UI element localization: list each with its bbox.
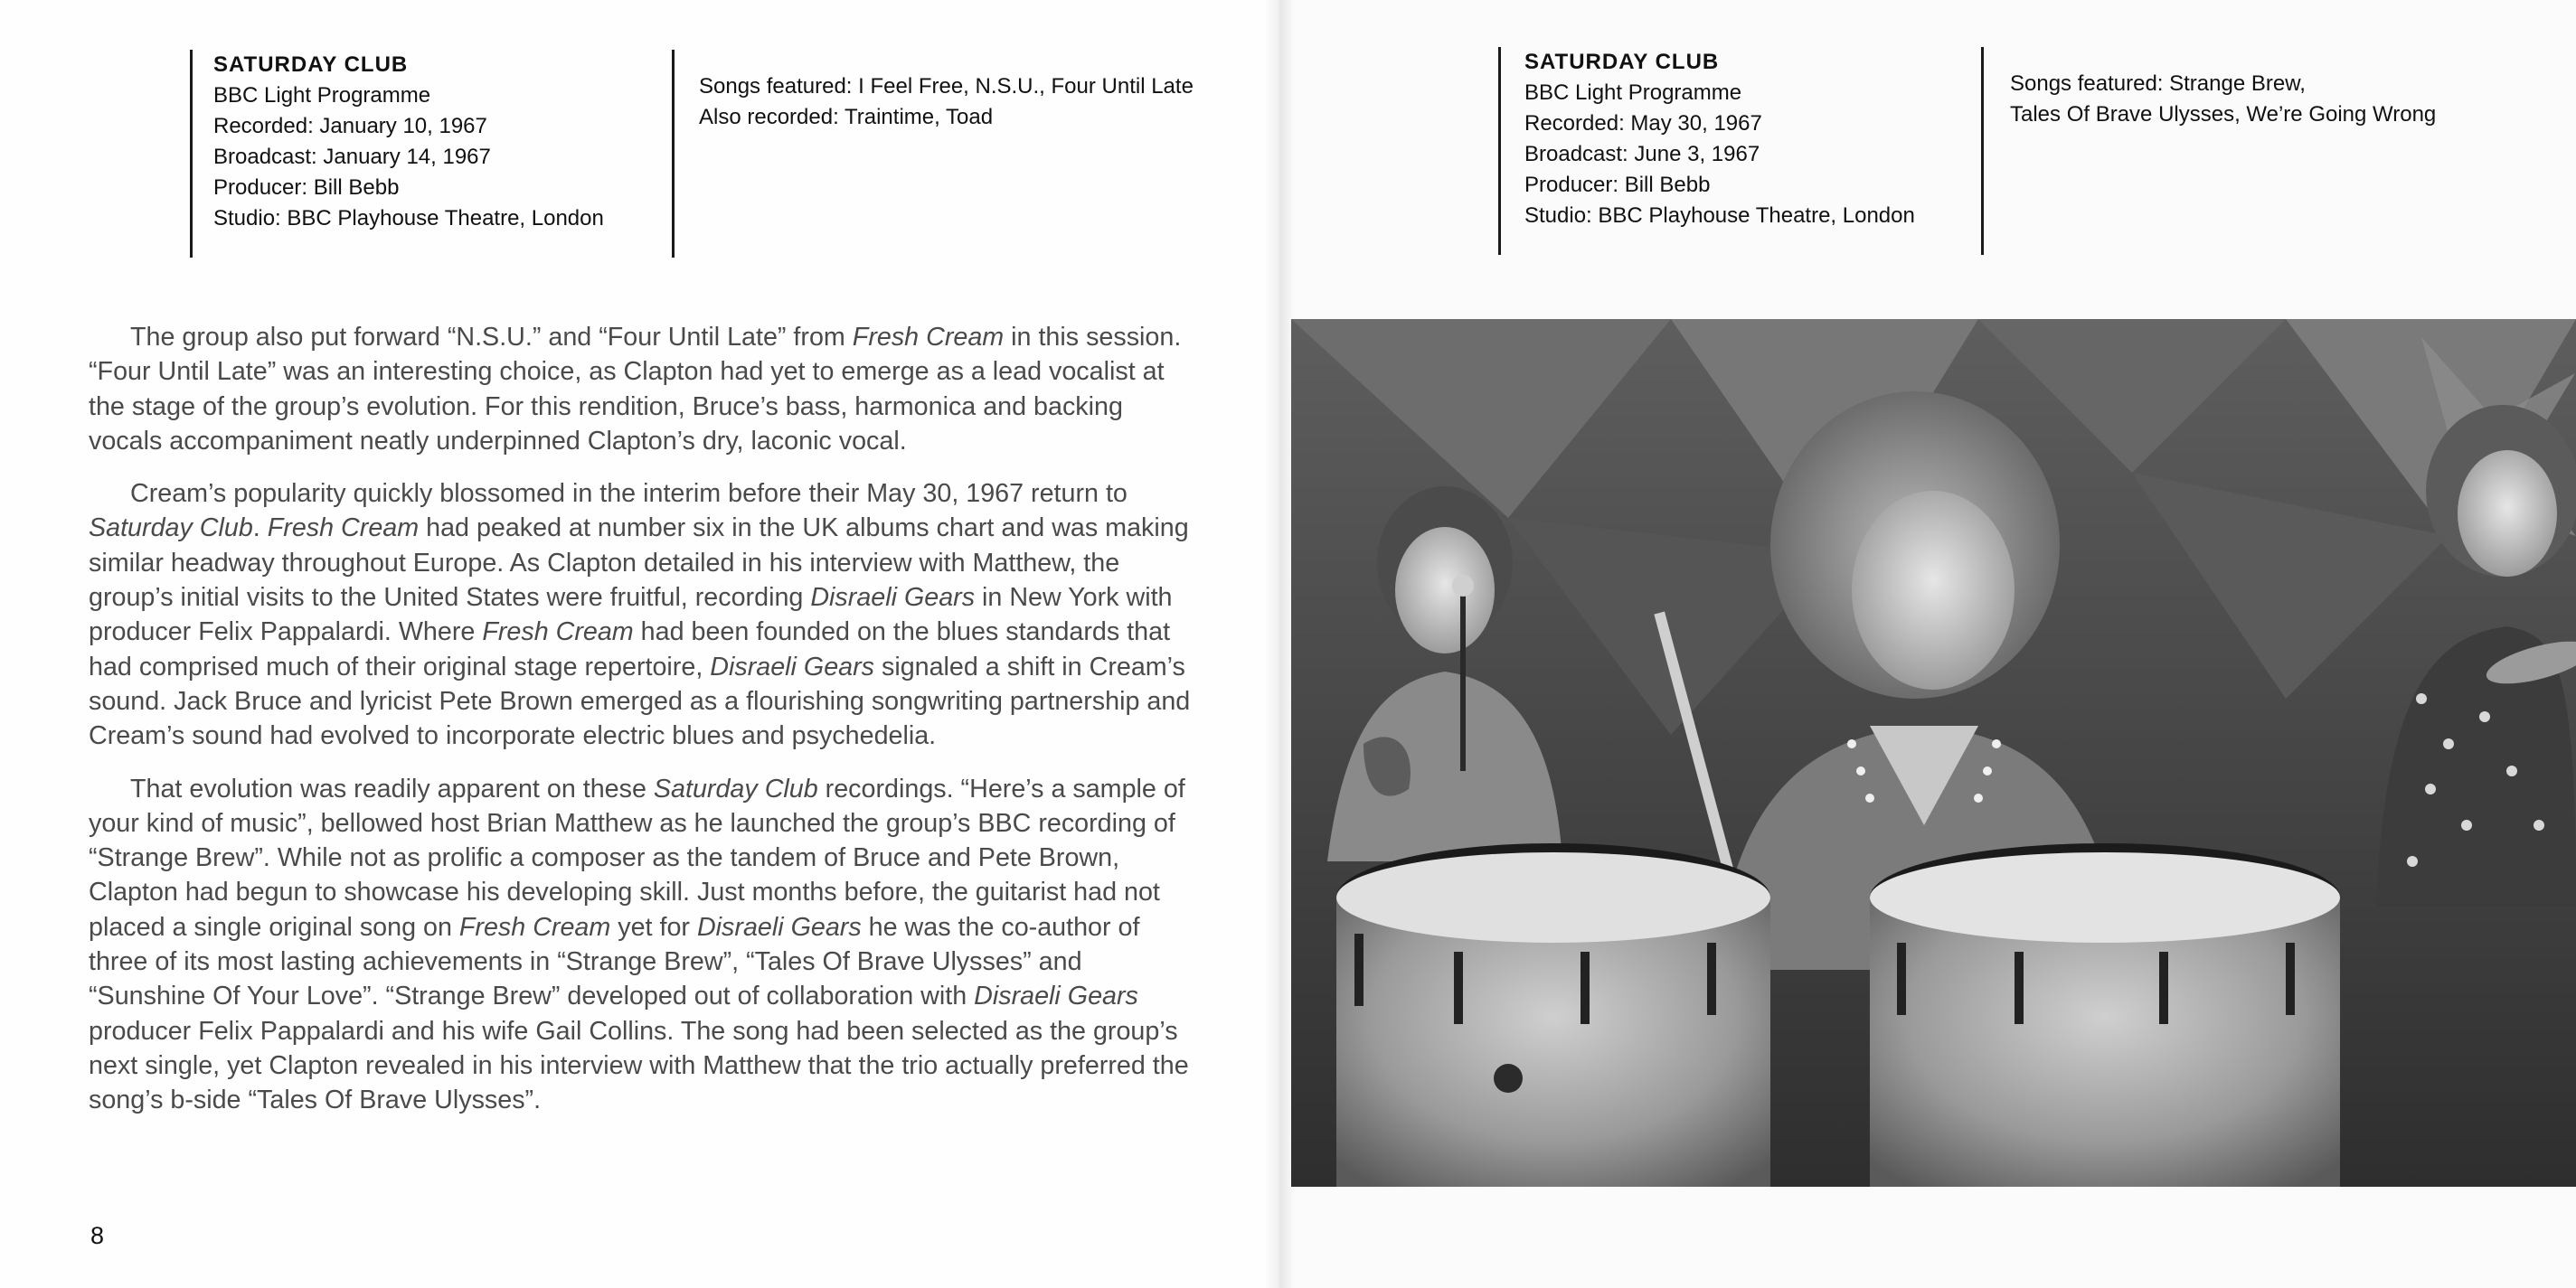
session-title: SATURDAY CLUB [1524,50,1720,74]
page-number: 8 [90,1222,105,1249]
italic-title-text: Fresh Cream [482,617,634,647]
paragraph-text: in this session. “Four Until Late” was an interesting choice, as Clapton had yet to emerge as a lead vocalist at the stage of the group’s evolution. For this rendition, Bruce’s bass, harmonica and backing vocals accompaniment neatly underpinned Clapton’s dry, laconic vocal. [89,323,1182,456]
songs-column [1981,47,2436,255]
italic-title-text: Disraeli Gears [810,583,976,613]
session-detail: Broadcast: June 3, 1967 [1524,142,1760,166]
paragraph-text: in New York with producer Felix Pappalardi. Where [89,583,1173,647]
paragraph-text: The group also put forward “N.S.U.” and “Four Until Late” from [130,323,853,352]
page-gutter [1264,0,1295,1288]
session-details-column [190,50,604,258]
paragraph [89,772,1194,1118]
paragraph-text: signaled a shift in Cream’s sound. Jack Bruce and lyricist Pete Brown emerged as a flourishing songwriting partnership and Cream’s sound had evolved to incorporate electric blues and psychedelia. [89,652,1191,751]
paragraph [89,320,1194,458]
session-detail: Producer: Bill Bebb [213,175,400,200]
italic-title-text: Fresh Cream [267,513,420,543]
also-recorded: Also recorded: Traintime, Toad [699,105,994,129]
session-details-column [1498,47,1915,255]
band-performance-photo [1291,319,2576,1187]
italic-title-text: Disraeli Gears [974,982,1138,1011]
session-detail: BBC Light Programme [213,83,431,108]
italic-title-text: Saturday Club [653,774,818,804]
session-title: SATURDAY CLUB [213,52,409,77]
paragraph-text: had been founded on the blues standards that had comprised much of their original stage repertoire, [89,617,1171,682]
session-detail: Broadcast: January 14, 1967 [213,145,491,169]
paragraph-text: Cream’s popularity quickly blossomed in the interim before their May 30, 1967 return to [130,479,1128,509]
songs-column [672,50,1194,258]
italic-title-text: Fresh Cream [458,912,611,942]
italic-title-text: Fresh Cream [852,323,1005,352]
session-detail: Studio: BBC Playhouse Theatre, London [1524,203,1915,228]
songs-featured-continued: Tales Of Brave Ulysses, We’re Going Wrong [2010,102,2437,127]
paragraph-text: producer Felix Pappalardi and his wife Gail Collins. The song had been selected as the group’s next single, yet Clapton revealed in his interview with Matthew that the trio actually preferred the song’s b-side “Tales Of Brave Ulysses”. [89,1016,1189,1115]
songs-featured: Songs featured: Strange Brew, [2010,71,2306,96]
left-page [0,0,1279,1288]
paragraph-text: yet for [610,912,697,942]
session-detail: BBC Light Programme [1524,80,1742,105]
session-detail: Recorded: January 10, 1967 [213,114,487,138]
paragraph [89,476,1194,753]
article-body [89,320,1194,1136]
italic-title-text: Saturday Club [89,513,253,543]
paragraph-text: he was the co-author of three of its most lasting achievements in “Strange Brew”, “Tales Of Brave Ulysses” and “Sunshine Of Your Love”. “Strange Brew” developed out of collaboration with [89,912,1140,1011]
session-detail: Recorded: May 30, 1967 [1524,111,1762,136]
paragraph-text: had peaked at number six in the UK albums chart and was making similar headway throughout Europe. As Clapton detailed in his interview with Matthew, the group’s initial visits to the United States were fruitful, recording [89,513,1189,613]
songs-featured: Songs featured: I Feel Free, N.S.U., Four Until Late [699,74,1194,99]
paragraph-text: . [252,513,268,543]
session-detail: Studio: BBC Playhouse Theatre, London [213,206,604,230]
italic-title-text: Disraeli Gears [696,912,862,942]
italic-title-text: Disraeli Gears [710,652,874,682]
session-detail: Producer: Bill Bebb [1524,173,1711,197]
paragraph-text: recordings. “Here’s a sample of your kind of music”, bellowed host Brian Matthew as he launched the group’s BBC recording of “Strange Brew”. While not as prolific a composer as the tandem of Bruce and Pete Brown, Clapton had begun to showcase his developing skill. Just months before, the guitarist had not placed a single original song on [89,774,1185,942]
paragraph-text: That evolution was readily apparent on these [130,774,654,804]
